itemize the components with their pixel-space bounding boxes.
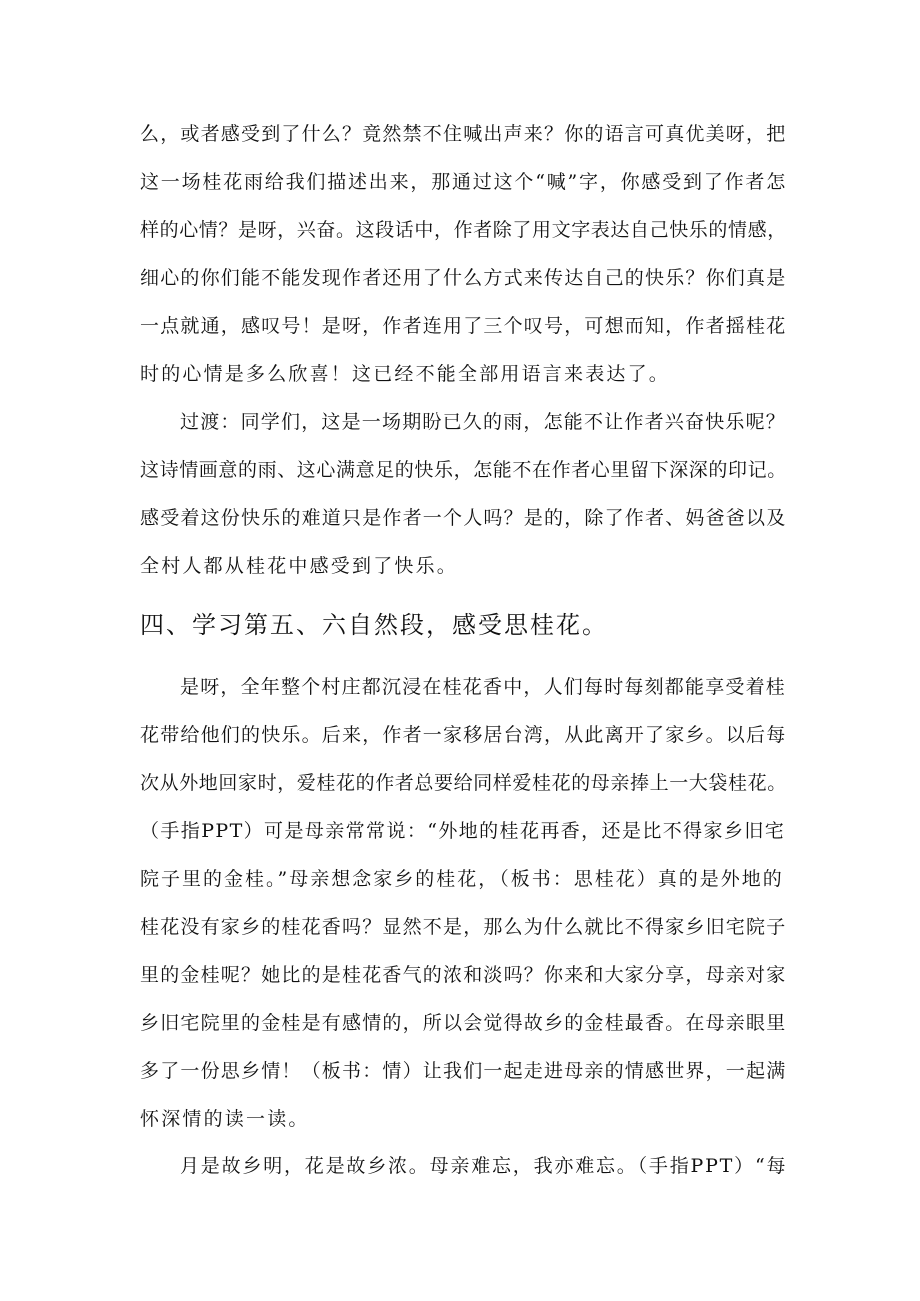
paragraph-line: 一点就通，感叹号！是呀，作者连用了三个叹号，可想而知，作者摇桂花 <box>140 315 787 337</box>
paragraph-line: 全村人都从桂花中感受到了快乐。 <box>140 555 459 577</box>
paragraph-line: 这一场桂花雨给我们描述出来，那通过这个“喊”字，你感受到了作者怎 <box>140 171 788 193</box>
paragraph-line: 感受着这份快乐的难道只是作者一个人吗？是的，除了作者、妈爸爸以及 <box>140 507 787 529</box>
paragraph-line: 里的金桂呢？她比的是桂花香气的浓和淡吗？你来和大家分享，母亲对家 <box>140 964 787 986</box>
paragraph-line: 是呀，全年整个村庄都沉浸在桂花香中，人们每时每刻都能享受着桂 <box>180 676 787 698</box>
paragraph-line: 细心的你们能不能发现作者还用了什么方式来传达自己的快乐？你们真是 <box>140 267 787 289</box>
paragraph-line: 过渡：同学们，这是一场期盼已久的雨，怎能不让作者兴奋快乐呢？ <box>180 411 787 433</box>
paragraph-line: （手指PPT）可是母亲常常说：“外地的桂花再香，还是比不得家乡旧宅 <box>140 820 786 842</box>
paragraph-line: 怀深情的读一读。 <box>140 1108 310 1130</box>
paragraph-line: 院子里的金桂。”母亲想念家乡的桂花，（板书：思桂花）真的是外地的 <box>140 868 784 890</box>
section-heading: 四、学习第五、六自然段，感受思桂花。 <box>140 611 608 639</box>
paragraph-line: 花带给他们的快乐。后来，作者一家移居台湾，从此离开了家乡。以后每 <box>140 724 787 746</box>
paragraph-line: 多了一份思乡情！（板书：情）让我们一起走进母亲的情感世界，一起满 <box>140 1060 787 1082</box>
paragraph-line: 月是故乡明，花是故乡浓。母亲难忘，我亦难忘。（手指PPT）“每 <box>180 1155 788 1177</box>
paragraph-line: 么，或者感受到了什么？竟然禁不住喊出声来？你的语言可真优美呀，把 <box>140 123 787 145</box>
paragraph-line: 样的心情？是呀，兴奋。这段话中，作者除了用文字表达自己快乐的情感， <box>140 219 787 241</box>
paragraph-line: 这诗情画意的雨、这心满意足的快乐，怎能不在作者心里留下深深的印记。 <box>140 459 787 481</box>
paragraph-4 <box>140 1142 788 1190</box>
paragraph-line: 时的心情是多么欣喜！这已经不能全部用语言来表达了。 <box>140 363 671 385</box>
paragraph-line: 桂花没有家乡的桂花香吗？显然不是，那么为什么就比不得家乡旧宅院子 <box>140 916 787 938</box>
paragraph-line: 次从外地回家时，爱桂花的作者总要给同样爱桂花的母亲捧上一大袋桂花。 <box>140 772 787 794</box>
paragraph-line: 乡旧宅院里的金桂是有感情的，所以会觉得故乡的金桂最香。在母亲眼里 <box>140 1012 787 1034</box>
paragraph-2 <box>140 398 788 590</box>
paragraph-3 <box>140 663 788 1143</box>
paragraph-1 <box>140 110 788 398</box>
